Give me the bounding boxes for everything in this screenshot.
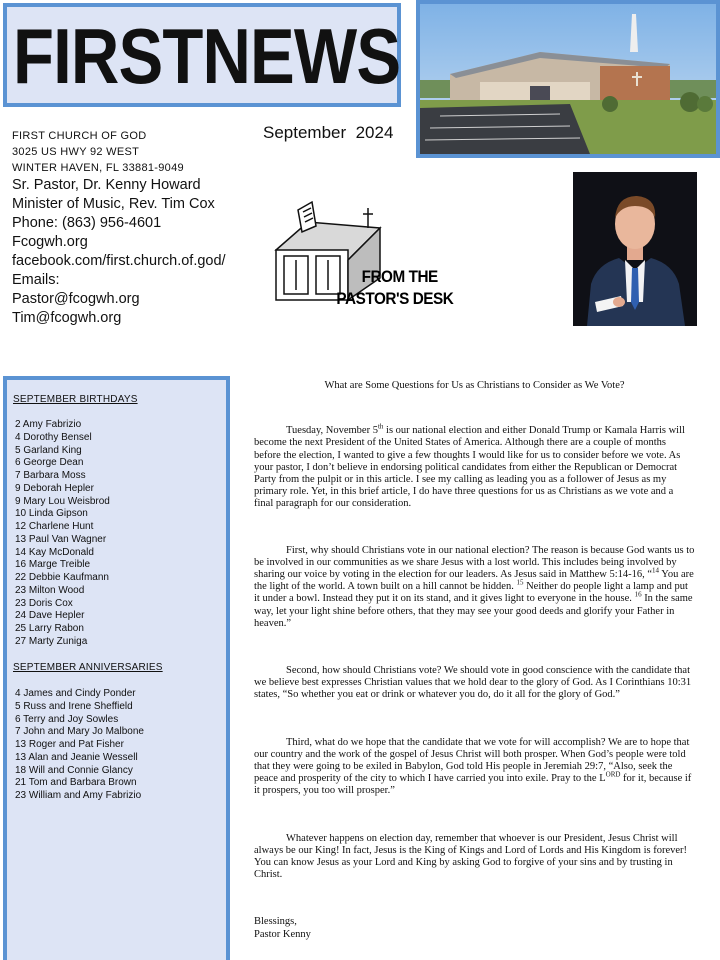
list-item: 5 Garland King xyxy=(15,444,82,456)
article-title: What are Some Questions for Us as Christians to Consider as We Vote? xyxy=(324,380,625,391)
anniversaries-list xyxy=(15,688,144,803)
list-item: 23 Doris Cox xyxy=(15,597,73,609)
minister-of-music: Minister of Music, Rev. Tim Cox xyxy=(12,196,215,212)
senior-pastor: Sr. Pastor, Dr. Kenny Howard xyxy=(12,177,201,193)
list-item: 16 Marge Treible xyxy=(15,559,91,571)
list-item: 24 Dave Hepler xyxy=(15,610,85,622)
list-item: 4 James and Cindy Ponder xyxy=(15,688,136,699)
article-paragraph-5: Whatever happens on election day, remember that whoever is our President, Jesus Christ will always be our King! In fact, Jesus is the King of Kings and Lord of Lords and His Kingdom is forever! You can know Jesus as your Lord and King by asking God to forgive of your sins and by trusting in Christ. xyxy=(254,832,688,881)
list-item: 2 Amy Fabrizio xyxy=(15,419,82,430)
article-closing xyxy=(254,916,695,940)
list-item: 23 William and Amy Fabrizio xyxy=(15,790,142,801)
list-item: 5 Russ and Irene Sheffield xyxy=(15,700,133,712)
church-building-photo xyxy=(416,0,720,158)
masthead-banner xyxy=(3,3,401,107)
pastors-desk-graphic xyxy=(268,198,468,318)
facebook-link[interactable]: facebook.com/first.church.of.god/ xyxy=(12,253,226,269)
pastor-email-link[interactable]: Pastor@fcogwh.org xyxy=(12,291,140,307)
birthdays-list xyxy=(15,419,110,649)
tim-email-link[interactable]: Tim@fcogwh.org xyxy=(12,310,122,326)
list-item: 27 Marty Zuniga xyxy=(15,635,88,647)
sidebar-panel xyxy=(3,376,230,960)
list-item: 13 Alan and Jeanie Wessell xyxy=(15,751,138,763)
newsletter-title: FIRSTNEWS xyxy=(13,12,401,100)
list-item: 21 Tom and Barbara Brown xyxy=(15,777,137,789)
list-item: 9 Deborah Hepler xyxy=(15,482,94,494)
issue-date: September 2024 xyxy=(263,123,394,142)
list-item: 6 Terry and Joy Sowles xyxy=(15,713,119,725)
article-paragraph-4: Third, what do we hope that the candidate that we vote for will accomplish? We are to hope that our country and the work of the gospel of Jesus Christ will both prosper. When God’s people were told that they were going to be exiled in Babylon, God told His people in Jeremiah 29:7, “Also, seek the peace and prosperity of the city to which I have carried you into exile. Pray to the $L^{ORD}$ for it, because if it prospers, you too will prosper.” xyxy=(254,736,692,797)
desk-line-1: FROM THE xyxy=(361,267,438,287)
pastor-portrait-photo xyxy=(573,172,697,326)
pastor-article xyxy=(254,380,695,941)
list-item: 7 Barbara Moss xyxy=(15,470,86,481)
article-paragraph-1: Tuesday, November 5th is our national election and either Donald Trump or Kamala Harris will become the next President of the United States of America. Although there are a couple of months before the election, I wanted to give a few thoughts I would like for us to consider before we vote. As your pastor, I don’t believe in endorsing political candidates from either the Republican or Democrat Party from the pulpit or in this article. I see my calling as leading you as a follower of Jesus as my primary role. Yet, in this brief article, I do have three questions for us as Christians as we vote and a final paragraph for our consideration. xyxy=(254,422,685,510)
church-contact-block xyxy=(12,128,262,328)
list-item: 14 Kay McDonald xyxy=(15,546,94,558)
list-item: 13 Roger and Pat Fisher xyxy=(15,739,124,750)
list-item: 25 Larry Rabon xyxy=(15,623,84,634)
website-link[interactable]: Fcogwh.org xyxy=(12,234,88,250)
article-paragraph-2: First, why should Christians vote in our national election? The reason is because God wants us to be involved in our communities as we share Jesus with a lost world. This includes being involved by sharing our voice by voting in the election for our leaders. As Jesus said in Matthew 5:14-16, “$^{14}$ You are the light of the world. A town built on a hill cannot be hidden. $^{15}$ Neither do people light a lamp and put it under a bowl. Instead they put it on its stand, and it gives light to everyone in the house. $^{16}$ In the same way, let your light shine before others, that they may see your good deeds and glorify your Father in heaven.” xyxy=(254,544,695,629)
anniversaries-heading: SEPTEMBER ANNIVERSARIES xyxy=(13,662,163,673)
emails-label: Emails: xyxy=(12,272,60,288)
phone-number: Phone: (863) 956-4601 xyxy=(12,215,162,231)
closing-salutation: Blessings, xyxy=(254,916,297,928)
article-paragraph-3: Second, how should Christians vote? We should vote in good conscience with the candidate that we believe best expresses Christian values that we hold dear to the glory of God. As I Corinthians 10:31 states, “So whether you eat or drink or whatever you do, do it all for the glory of God.” xyxy=(254,665,692,701)
list-item: 4 Dorothy Bensel xyxy=(15,431,92,443)
list-item: 7 John and Mary Jo Malbone xyxy=(15,726,144,738)
list-item: 13 Paul Van Wagner xyxy=(15,533,107,545)
desk-line-2: PASTOR'S DESK xyxy=(336,289,454,309)
list-item: 22 Debbie Kaufmann xyxy=(15,572,109,583)
list-item: 18 Will and Connie Glancy xyxy=(15,764,133,776)
city-state-zip: WINTER HAVEN, FL 33881-9049 xyxy=(12,162,184,174)
list-item: 6 George Dean xyxy=(15,457,84,469)
list-item: 10 Linda Gipson xyxy=(15,508,88,520)
list-item: 9 Mary Lou Weisbrod xyxy=(15,495,110,507)
street-address: 3025 US HWY 92 WEST xyxy=(12,146,140,158)
list-item: 23 Milton Wood xyxy=(15,584,85,596)
church-name: FIRST CHURCH OF GOD xyxy=(12,130,147,142)
closing-signature: Pastor Kenny xyxy=(254,928,311,940)
birthdays-heading: SEPTEMBER BIRTHDAYS xyxy=(13,394,138,405)
list-item: 12 Charlene Hunt xyxy=(15,521,94,532)
